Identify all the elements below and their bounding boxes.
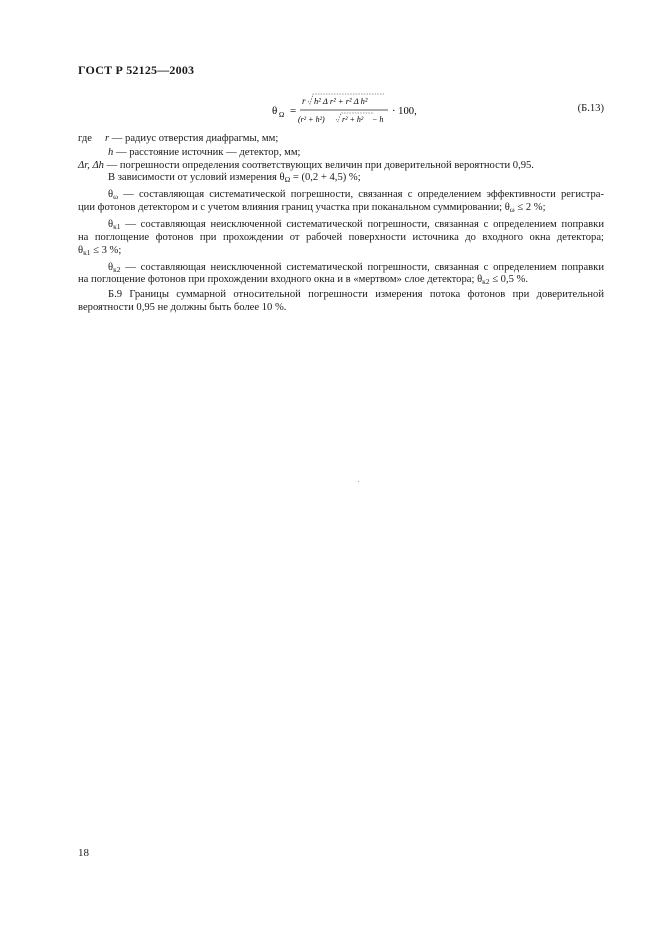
definition-symbol: r	[105, 133, 110, 144]
definition-symbol: Δr, Δh	[78, 160, 104, 171]
subscript: ω	[509, 204, 515, 214]
subscript: ω	[113, 191, 119, 201]
text-run: ≤ 2 %;	[514, 201, 546, 213]
definition-text: — погрешности определения соответствующих величин при доверительной вероятности 0,95.	[103, 160, 534, 171]
definitions-list	[78, 133, 604, 174]
definition-body	[78, 160, 534, 173]
definition-body	[105, 133, 278, 146]
text-run: θ	[108, 261, 114, 273]
subscript: к2	[113, 264, 121, 274]
formula-lhs: θ	[272, 105, 278, 117]
text-line	[78, 172, 604, 185]
formula-num-radicand: h² Δ r² + r² Δ h²	[314, 96, 368, 106]
text-line	[78, 189, 604, 202]
formula-times-100: · 100,	[392, 106, 417, 117]
formula-num-r: r	[302, 96, 306, 106]
formula-equals: =	[290, 105, 297, 117]
paragraph-theta-omega-range	[78, 172, 604, 185]
subscript: к1	[83, 247, 91, 257]
formula-graphic	[268, 92, 508, 132]
text-run: ≤ 0,5 %.	[489, 274, 529, 286]
paragraph-b9	[78, 289, 604, 315]
text-run: — составляющая неисключенной систематической погрешности, связанная с определением поправки	[120, 261, 604, 273]
text-run: θ	[78, 244, 84, 256]
subscript: Ω	[284, 175, 291, 184]
subscript: к2	[482, 277, 490, 287]
text-run: = (0,2 + 4,5) %;	[290, 172, 361, 183]
text-line	[78, 245, 604, 258]
definition-text: — расстояние источник — детектор, мм;	[113, 146, 301, 158]
formula-den-radicand: r² + h²	[342, 115, 364, 124]
text-line: на поглощение фотонов при прохождении от рабочей поверхности источника до входного окна детектора;	[78, 231, 604, 243]
text-run: ≤ 3 %;	[90, 244, 122, 256]
definition-r	[78, 133, 604, 147]
text-run: ции фотонов детектором и с учетом влияния границ участка при поканальном суммировании; θ	[78, 201, 510, 213]
paragraph-theta-omega-small	[78, 189, 604, 215]
text-line	[78, 274, 604, 287]
text-run: на поглощение фотонов при прохождении входного окна и в «мертвом» слое детектора; θ	[78, 274, 483, 286]
text-line: Б.9 Границы суммарной относительной погрешности измерения потока фотонов при доверительной	[108, 289, 604, 301]
formula-den-minus-h: − h	[372, 115, 384, 124]
text-run: — составляющая систематической погрешности, связанная с определением эффективности регистра-	[118, 188, 604, 200]
definition-text: — радиус отверстия диафрагмы, мм;	[109, 133, 279, 144]
scan-speck	[358, 481, 359, 482]
standard-header: ГОСТ Р 52125—2003	[78, 63, 195, 77]
text-line	[78, 262, 604, 275]
text-line	[78, 202, 604, 215]
page-number: 18	[78, 847, 89, 859]
equation-number: (Б.13)	[577, 103, 604, 114]
formula-b13	[78, 92, 604, 132]
body-text	[78, 172, 604, 317]
text-line	[78, 219, 604, 232]
subscript: к1	[113, 221, 121, 231]
text-run: В зависимости от условий измерения θ	[108, 172, 285, 183]
formula-den-left: (r² + h²)	[298, 115, 325, 124]
definition-lead: где	[78, 133, 92, 144]
paragraph-theta-k2	[78, 262, 604, 288]
paragraph-theta-k1	[78, 219, 604, 258]
definition-symbol: h	[108, 146, 114, 158]
text-run: — составляющая неисключенной систематической погрешности, связанная с определением поправки	[120, 218, 604, 230]
text-line: вероятности 0,95 не должны быть более 10 %.	[78, 302, 287, 314]
text-run: θ	[108, 218, 114, 230]
formula-lhs-sub: Ω	[279, 111, 285, 119]
definition-body	[108, 147, 301, 160]
definition-h	[78, 147, 604, 161]
text-run: θ	[108, 188, 114, 200]
